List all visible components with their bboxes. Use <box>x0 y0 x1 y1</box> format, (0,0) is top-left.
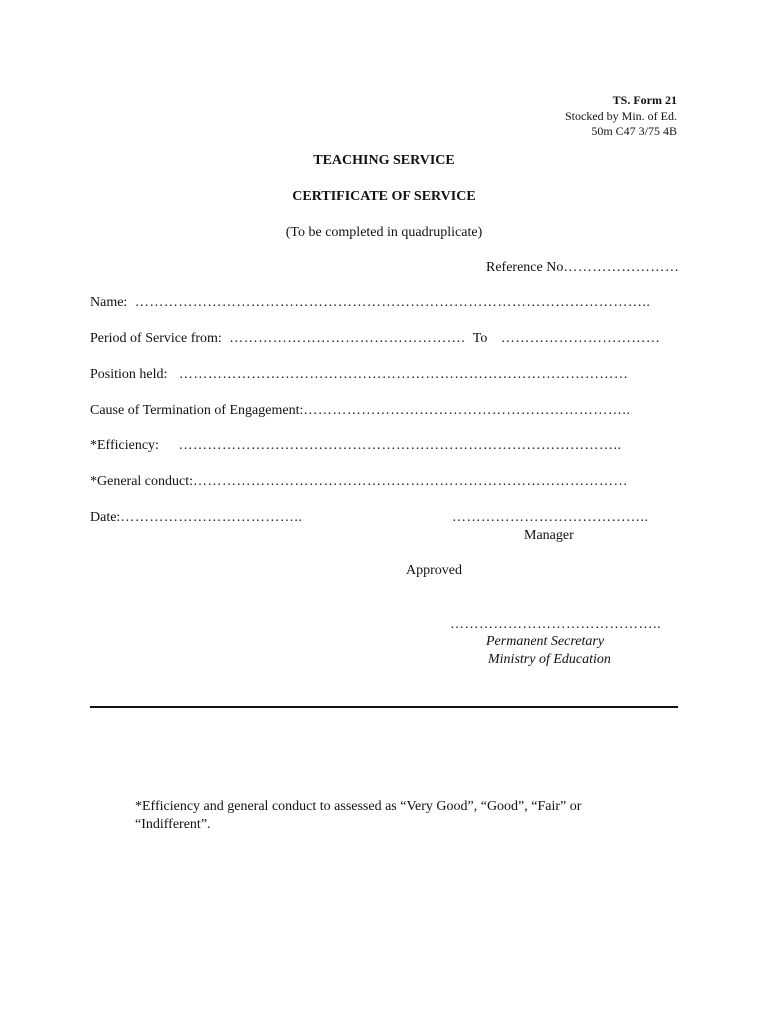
period-to-label: To <box>472 331 488 346</box>
signatory-ministry: Ministry of Education <box>488 652 611 667</box>
reference-field[interactable] <box>486 260 679 276</box>
termination-label: Cause of Termination of Engagement: <box>90 403 304 418</box>
form-id: TS. Form 21 <box>612 93 677 107</box>
manager-label: Manager <box>524 528 574 543</box>
conduct-label: *General conduct: <box>90 474 194 489</box>
divider-line <box>90 706 678 708</box>
name-field[interactable] <box>90 295 650 311</box>
conduct-blank: ……………………………………………………………………………… <box>193 474 629 489</box>
manager-signature-line[interactable]: ………………………………….. <box>452 510 649 525</box>
termination-blank: ………………………………………………………….. <box>303 403 631 418</box>
conduct-field[interactable] <box>90 474 628 490</box>
secretary-signature-line[interactable]: …………………………………….. <box>450 617 661 632</box>
position-blank: ………………………………………………………………………………… <box>178 367 629 382</box>
efficiency-field[interactable] <box>90 438 621 454</box>
approved-label: Approved <box>406 563 462 578</box>
position-label: Position held: <box>90 367 168 382</box>
termination-field[interactable] <box>90 403 630 419</box>
signatory-title: Permanent Secretary <box>486 634 605 649</box>
footnote-line-1: *Efficiency and general conduct to assessed as “Very Good”, “Good”, “Fair” or <box>135 799 582 814</box>
date-field[interactable] <box>90 510 302 526</box>
efficiency-blank: ……………………………………………………………………………….. <box>178 438 622 453</box>
period-to-blank: …………………………… <box>500 331 661 346</box>
reference-label: Reference No <box>486 260 564 275</box>
name-label: Name: <box>90 295 128 310</box>
stocked-by-note: Stocked by Min. of Ed. <box>565 109 677 123</box>
period-field[interactable] <box>90 331 660 347</box>
reference-blank: …………………… <box>563 260 680 275</box>
footnote-line-2: “Indifferent”. <box>135 817 211 832</box>
name-blank: …………………………………………………………………………………………….. <box>134 295 651 310</box>
completion-instruction: (To be completed in quadruplicate) <box>285 225 483 240</box>
print-code: 50m C47 3/75 4B <box>591 124 677 138</box>
service-title: TEACHING SERVICE <box>313 153 455 168</box>
date-blank: ……………………………….. <box>120 510 303 525</box>
date-label: Date: <box>90 510 121 525</box>
position-field[interactable] <box>90 367 628 383</box>
period-from-blank: …………………………………………. <box>229 331 466 346</box>
certificate-title: CERTIFICATE OF SERVICE <box>292 189 476 204</box>
efficiency-label: *Efficiency: <box>90 438 159 453</box>
period-from-label: Period of Service from: <box>90 331 222 346</box>
